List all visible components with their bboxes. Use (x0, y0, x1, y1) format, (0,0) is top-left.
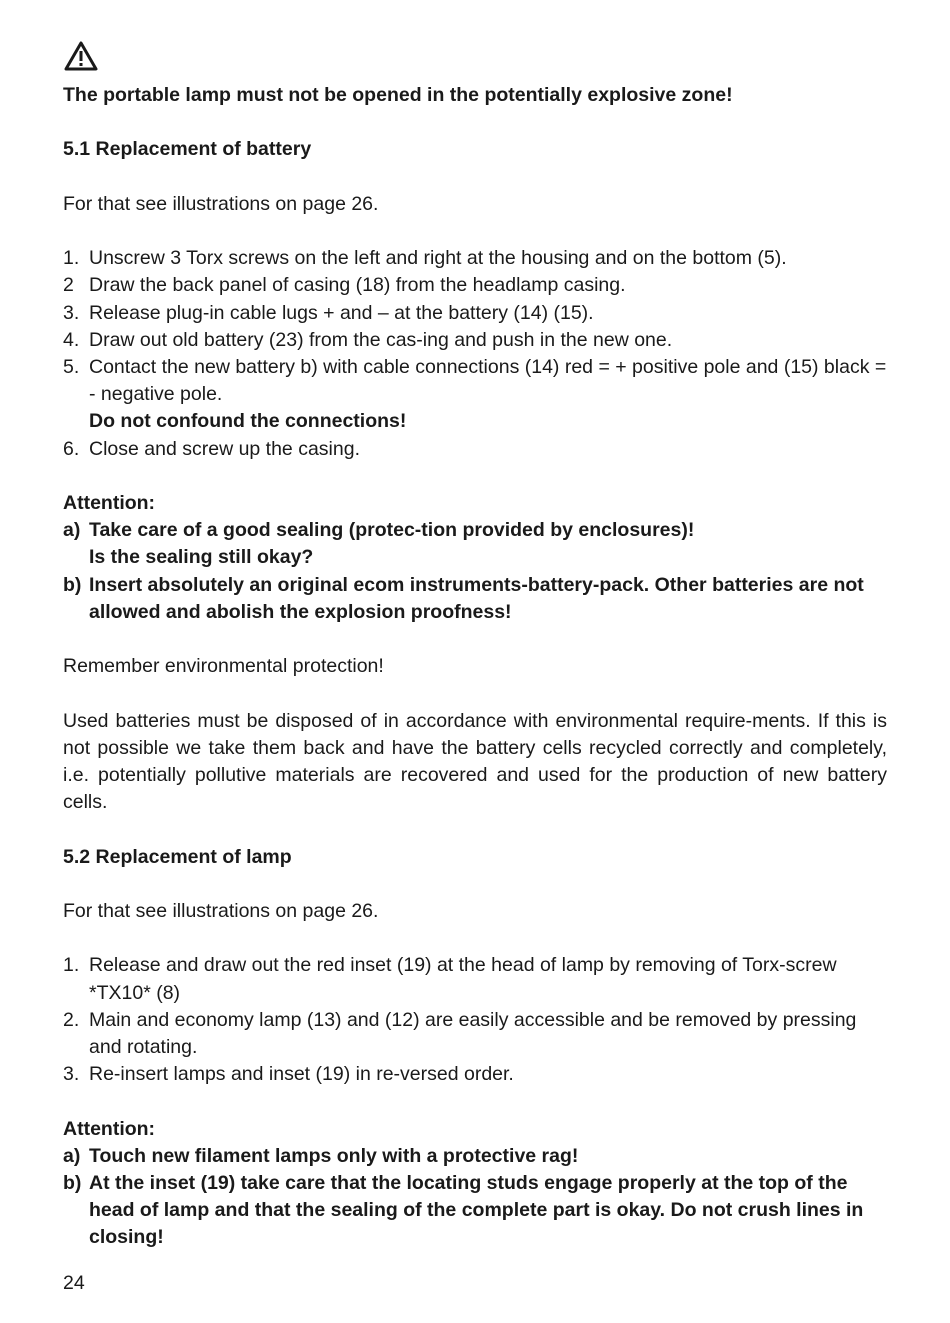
step-number: 5. (63, 355, 80, 378)
warning-text: The portable lamp must not be opened in the potentially explosive zone! (63, 84, 733, 106)
list-item (63, 1061, 887, 1088)
step-number: 3. (63, 1063, 80, 1086)
step-number: 2 (63, 274, 74, 297)
section-5-2-heading: 5.2 Replacement of lamp (63, 845, 292, 868)
list-item (63, 272, 887, 299)
step-text: Contact the new battery b) with cable connections (14) red = + positive pole and (15) black = - negative pole. (89, 355, 887, 406)
step-number: 3. (63, 301, 80, 324)
battery-attention-block (63, 490, 887, 626)
page-number: 24 (63, 1272, 85, 1294)
attention-text-block (89, 517, 887, 571)
list-item (63, 436, 887, 463)
list-item (63, 1170, 887, 1252)
attention-text: Touch new filament lamps only with a protective rag! (89, 1144, 579, 1167)
environment-note: Remember environmental protection! (63, 655, 384, 678)
disposal-paragraph: Used batteries must be disposed of in accordance with environmental require-ments. If this is not possible we take them back and have the battery cells recycled correctly and completely, i.e. potentially pollutive materials are recovered and used for the production of new battery cells. (63, 709, 887, 814)
list-item (63, 1007, 887, 1061)
step-text: Close and screw up the casing. (89, 437, 360, 460)
step-number: 2. (63, 1008, 80, 1031)
section-5-2-intro: For that see illustrations on page 26. (63, 899, 379, 922)
step-number: 6. (63, 437, 80, 460)
attention-text: Is the sealing still okay? (89, 546, 314, 569)
battery-steps-list (63, 245, 887, 463)
attention-label: a) (63, 519, 81, 542)
section-5-1-intro: For that see illustrations on page 26. (63, 192, 379, 215)
step-text: Release plug-in cable lugs + and – at the battery (14) (15). (89, 301, 594, 324)
step-note: Do not confound the connections! (89, 410, 407, 433)
list-item (63, 245, 887, 272)
list-item (63, 327, 887, 354)
attention-title: Attention: (63, 1117, 156, 1140)
list-item (63, 572, 887, 626)
attention-label: b) (63, 573, 82, 596)
step-text: Draw the back panel of casing (18) from the headlamp casing. (89, 274, 626, 297)
lamp-steps-list (63, 952, 887, 1088)
step-number: 4. (63, 328, 80, 351)
list-item (63, 300, 887, 327)
attention-text: Take care of a good sealing (protec-tion provided by enclosures)! (89, 519, 695, 542)
list-item (63, 952, 887, 1006)
warning-triangle-icon (63, 40, 99, 72)
step-text: Main and economy lamp (13) and (12) are easily accessible and be removed by pressing and rotating. (89, 1008, 857, 1058)
attention-text: At the inset (19) take care that the locating studs engage properly at the top of the head of lamp and that the sealing of the complete part is okay. Do not crush lines in closing! (89, 1171, 864, 1249)
attention-label: b) (63, 1171, 82, 1194)
step-text: Unscrew 3 Torx screws on the left and right at the housing and on the bottom (5). (89, 247, 787, 270)
step-text: Draw out old battery (23) from the cas-ing and push in the new one. (89, 328, 673, 351)
step-text: Re-insert lamps and inset (19) in re-versed order. (89, 1063, 514, 1086)
attention-label: a) (63, 1144, 81, 1167)
step-text: Release and draw out the red inset (19) at the head of lamp by removing of Torx-screw *TX10* (8) (89, 954, 837, 1004)
attention-title: Attention: (63, 491, 156, 514)
list-item (63, 354, 887, 436)
attention-text: Insert absolutely an original ecom instruments-battery-pack. Other batteries are not allowed and abolish the explosion proofness! (89, 573, 864, 623)
lamp-attention-block (63, 1116, 887, 1252)
list-item (63, 1143, 887, 1170)
step-number: 1. (63, 247, 80, 270)
step-text-block (89, 354, 887, 436)
list-item (63, 517, 887, 571)
section-5-1-heading: 5.1 Replacement of battery (63, 138, 312, 161)
step-number: 1. (63, 954, 80, 977)
